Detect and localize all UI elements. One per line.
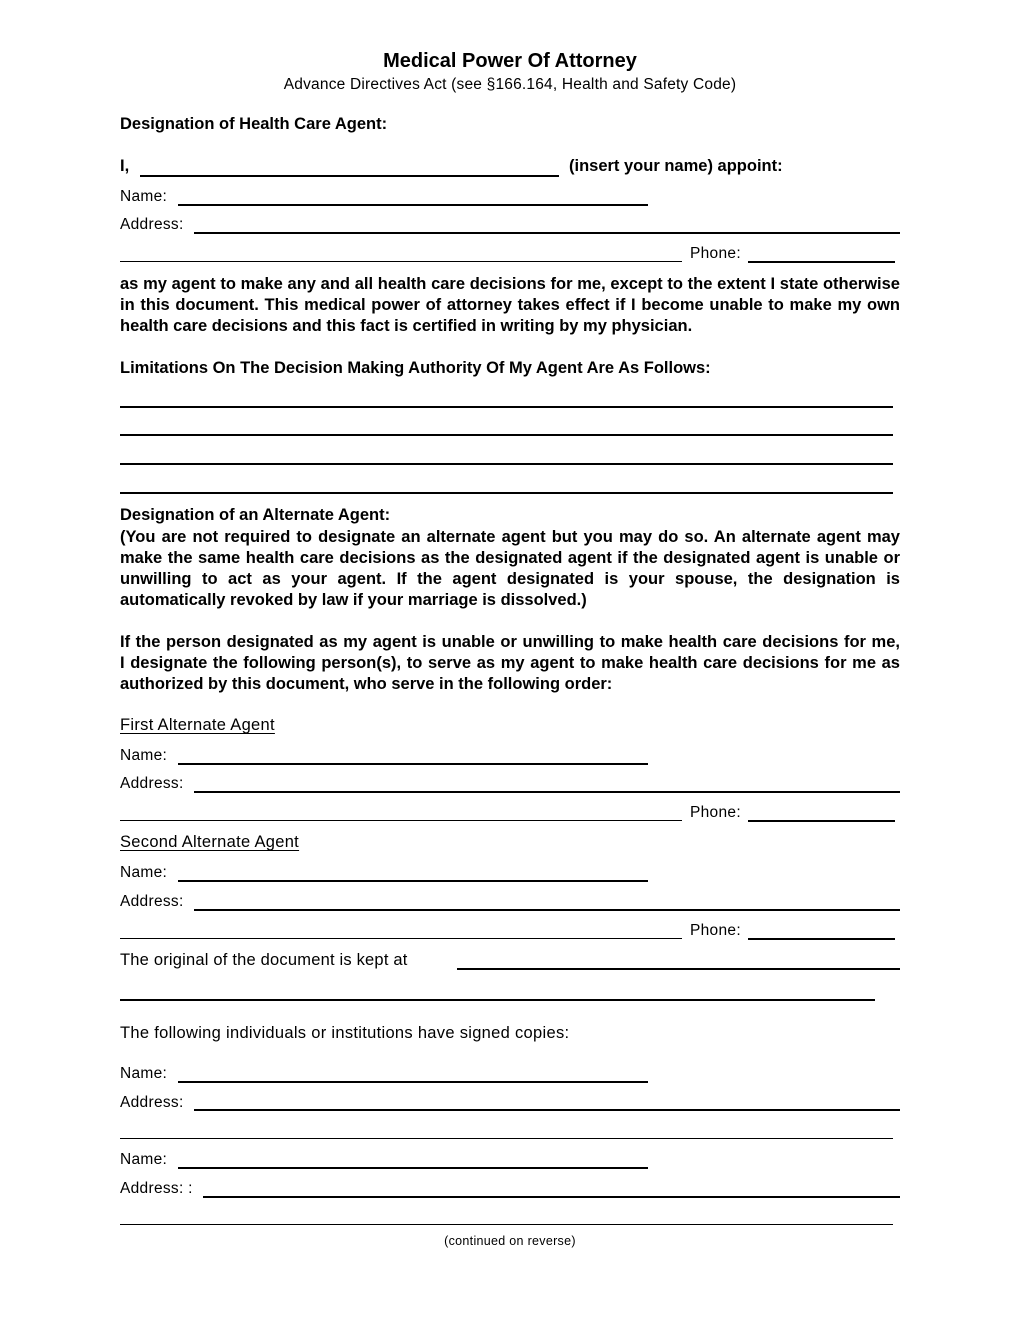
- limitations-line-3[interactable]: [120, 463, 893, 465]
- first-alternate-address-field[interactable]: [194, 791, 900, 793]
- copy-1-address-label: Address:: [120, 1094, 184, 1111]
- copy-2-name-field[interactable]: [178, 1167, 648, 1169]
- copy-1-address-field[interactable]: [194, 1109, 900, 1111]
- principal-name-field[interactable]: [140, 175, 559, 177]
- original-kept-field-2[interactable]: [120, 999, 875, 1001]
- document-subtitle: Advance Directives Act (see §166.164, Health and Safety Code): [283, 76, 737, 93]
- second-alternate-heading: Second Alternate Agent: [120, 833, 300, 851]
- document-title: Medical Power Of Attorney: [383, 50, 637, 72]
- alternate-section-heading: Designation of an Alternate Agent:: [120, 506, 391, 524]
- copy-2-address-field[interactable]: [203, 1196, 900, 1198]
- copy-2-address-label: Address: :: [120, 1180, 193, 1197]
- agent-phone-label: Phone:: [690, 245, 741, 262]
- agent-phone-field[interactable]: [748, 261, 895, 263]
- signed-copies-heading: The following individuals or institutions have signed copies:: [120, 1024, 570, 1042]
- second-alternate-address-field[interactable]: [194, 909, 900, 911]
- copy-1-address-field-2[interactable]: [120, 1138, 893, 1139]
- copy-1-name-field[interactable]: [178, 1081, 648, 1083]
- first-alternate-phone-field[interactable]: [748, 820, 895, 822]
- agent-address-field[interactable]: [194, 232, 900, 234]
- i-label: I,: [120, 157, 130, 175]
- agent-name-label: Name:: [120, 188, 168, 205]
- first-alternate-phone-label: Phone:: [690, 804, 741, 821]
- second-alternate-name-field[interactable]: [178, 880, 648, 882]
- second-alternate-address-field-2[interactable]: [120, 938, 682, 939]
- copy-1-name-label: Name:: [120, 1065, 168, 1082]
- continued-footer: (continued on reverse): [444, 1234, 576, 1248]
- first-alternate-name-field[interactable]: [178, 763, 648, 765]
- second-alternate-name-label: Name:: [120, 864, 168, 881]
- alternate-note-paragraph: (You are not required to designate an alternate agent but you may do so. An alternate agent may make the same health care decisions as the designated agent if the designated agent is unable or unwilling to act as your agent. If the agent designated is your spouse, the designation is automatically revoked by law if your marriage is dissolved.): [120, 528, 900, 609]
- first-alternate-address-field-2[interactable]: [120, 820, 682, 821]
- first-alternate-heading: First Alternate Agent: [120, 716, 275, 734]
- agent-address-field-2[interactable]: [120, 261, 682, 262]
- second-alternate-phone-label: Phone:: [690, 922, 741, 939]
- limitations-line-4[interactable]: [120, 492, 893, 494]
- original-kept-field[interactable]: [457, 968, 900, 970]
- copy-2-address-field-2[interactable]: [120, 1224, 893, 1225]
- limitations-line-1[interactable]: [120, 406, 893, 408]
- copy-2-name-label: Name:: [120, 1151, 168, 1168]
- agent-paragraph: as my agent to make any and all health care decisions for me, except to the extent I state otherwise in this document. This medical power of attorney takes effect if I become unable to make my own health care decisions and this fact is certified in writing by my physician.: [120, 275, 900, 335]
- alternate-statement-paragraph: If the person designated as my agent is unable or unwilling to make health care decisions for me, I designate the following person(s), to serve as my agent to make health care decisions for me as authorized by this document, who serve in the following order:: [120, 633, 900, 693]
- original-kept-label: The original of the document is kept at: [120, 951, 408, 969]
- limitations-line-2[interactable]: [120, 434, 893, 436]
- insert-name-text: (insert your name) appoint:: [569, 157, 783, 175]
- agent-section-heading: Designation of Health Care Agent:: [120, 115, 388, 133]
- first-alternate-address-label: Address:: [120, 775, 184, 792]
- agent-name-field[interactable]: [178, 204, 648, 206]
- first-alternate-name-label: Name:: [120, 747, 168, 764]
- agent-address-label: Address:: [120, 216, 184, 233]
- limitations-heading: Limitations On The Decision Making Authority Of My Agent Are As Follows:: [120, 359, 711, 377]
- second-alternate-address-label: Address:: [120, 893, 184, 910]
- second-alternate-phone-field[interactable]: [748, 938, 895, 940]
